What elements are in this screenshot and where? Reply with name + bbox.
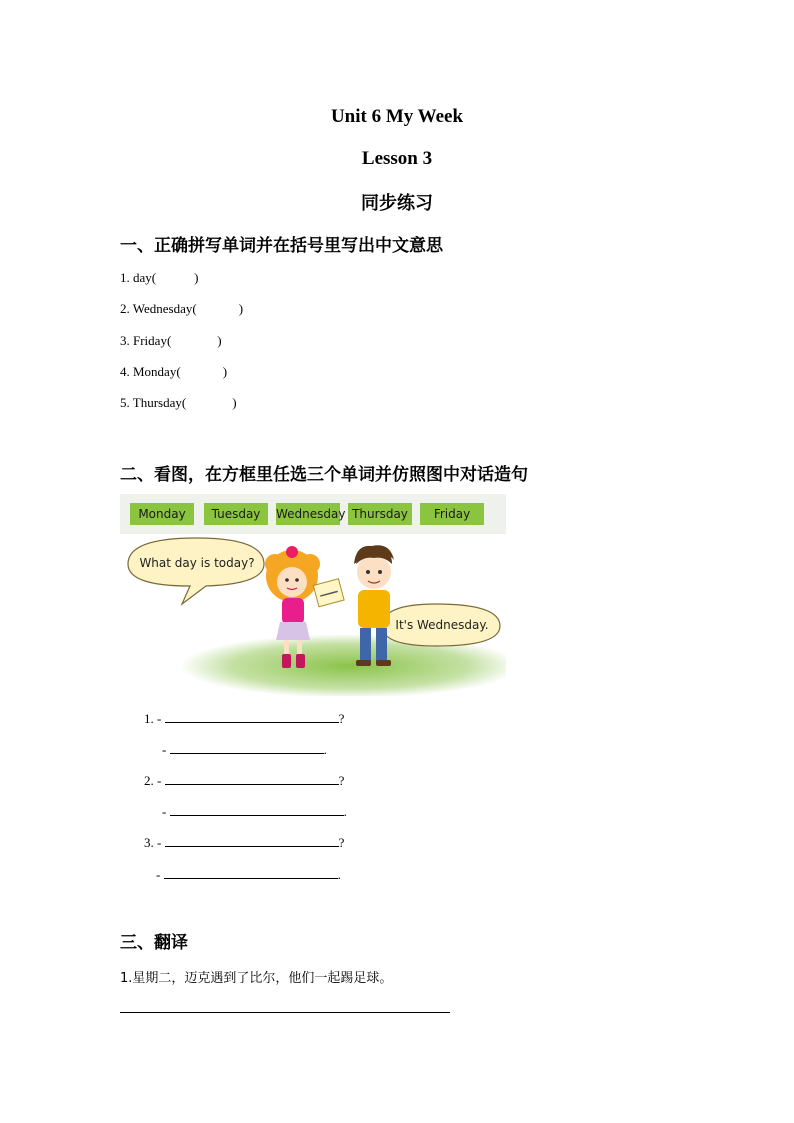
page-subtitle: 同步练习 xyxy=(361,193,433,214)
question-2: 2. - ? xyxy=(144,770,344,789)
list-item: 4. Monday( ) xyxy=(120,364,228,379)
answer-blank[interactable] xyxy=(170,739,324,754)
day-box-friday: Friday xyxy=(420,503,484,525)
day-box-wednesday: Wednesday xyxy=(276,503,340,525)
unit-title: Unit 6 My Week xyxy=(330,106,464,127)
list-item: 5. Thursday( ) xyxy=(120,395,237,410)
answer-blank[interactable] xyxy=(165,832,339,847)
lesson-title: Lesson 3 xyxy=(361,148,433,169)
answer-blank[interactable] xyxy=(165,770,339,785)
section3-heading: 三、翻译 xyxy=(120,933,188,953)
answer-blank[interactable] xyxy=(165,708,339,723)
answer-3: - . xyxy=(156,864,341,883)
list-item: 1. day( ) xyxy=(120,270,199,285)
day-box-thursday: Thursday xyxy=(348,503,412,525)
question-3: 3. - ? xyxy=(144,832,344,851)
question-1: 1. - ? xyxy=(144,708,344,727)
day-box-tuesday: Tuesday xyxy=(204,503,268,525)
list-item: 3. Friday( ) xyxy=(120,333,222,348)
translation-answer-line[interactable] xyxy=(120,1012,450,1013)
answer-2: - . xyxy=(162,801,347,820)
answer-blank[interactable] xyxy=(164,864,338,879)
answer-blank[interactable] xyxy=(170,801,344,816)
list-item: 2. Wednesday( ) xyxy=(120,301,244,316)
day-box-monday: Monday xyxy=(130,503,194,525)
translation-sentence: 1.星期二，迈克遇到了比尔，他们一起踢足球。 xyxy=(120,971,393,986)
section2-heading: 二、看图，在方框里任选三个单词并仿照图中对话造句 xyxy=(120,465,528,485)
answer-1: - . xyxy=(162,739,327,758)
section1-heading: 一、正确拼写单词并在括号里写出中文意思 xyxy=(120,236,443,256)
dialogue-illustration xyxy=(120,494,506,696)
bubble-left-text: What day is today? xyxy=(139,556,255,570)
bubble-right-text: It's Wednesday. xyxy=(395,618,489,632)
